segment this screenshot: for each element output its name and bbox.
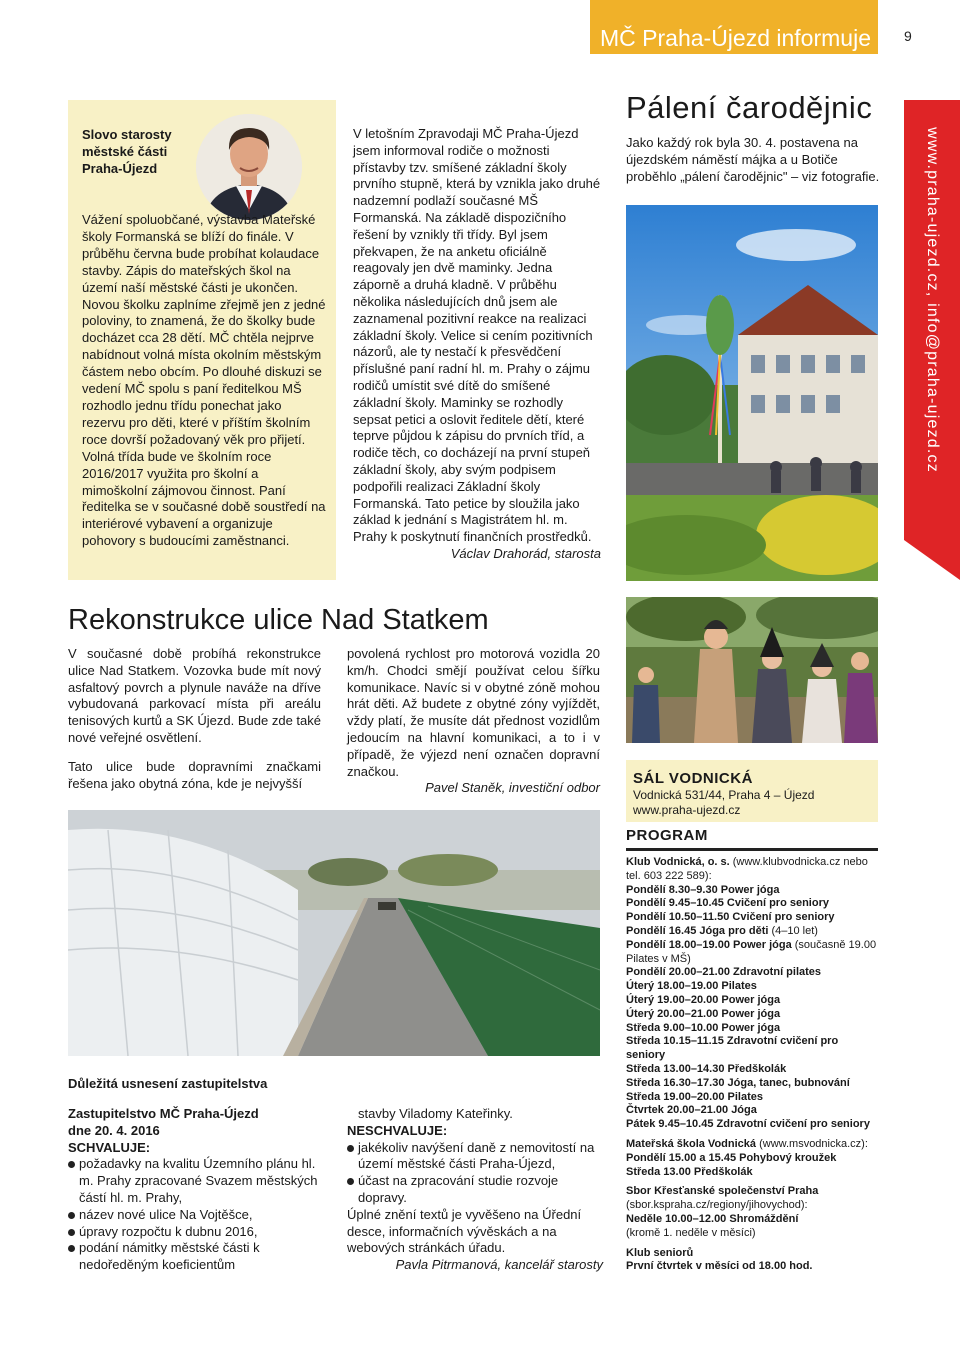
rejects-label: NESCHVALUJE: [347,1122,448,1138]
program-item: Pondělí 8.30–9.30 Power jóga [626,883,780,896]
burning-title: Pálení čarodějnic [626,90,873,125]
header-banner [590,0,878,54]
list-item: název nové ulice Na Vojtěšce, [68,1207,333,1224]
program-item: Středa 16.30–17.30 Jóga, tanec, bubnování [626,1076,850,1089]
program-klub [626,856,880,1132]
program-divider [626,848,878,851]
program-item: Úterý 18.00–19.00 Pilates [626,980,757,993]
costumed-children-photo [626,597,878,743]
sidebar-contact-text: www.praha-ujezd.cz, info@praha-ujezd.cz [924,127,941,473]
burning-text: Jako každý rok byla 30. 4. postavena na újezdském náměstí májka a u Botiče proběhlo „pálení čarodějnic" – viz fotografie. [626,135,880,184]
program-item: Pátek 9.45–10.45 Zdravotní cvičení pro seniory [626,1118,870,1131]
street-photo [68,810,600,1056]
ms-name: Mateřská škola Vodnická [626,1137,757,1150]
mayor-letter: Vážení spoluobčané, výstavba Mateřské školy Formanská se blíží do finále. V průběhu června bude probíhat kolaudace stavby. Zápis do mateřských škol na území naší městské části je ukončen. Novou školku zaplníme zřejmě jen z jedné poloviny, to znamená, že do školky bude docházet cca 28 dětí. MČ chtěla nejprve nabídnout volná místa okolním městským částem nebo obcím. Po dlouhé diskuzi se vedení MČ spolu s paní ředitelkou MŠ rozhodlo jednu třídu ponechat jako rezervu pro děti, které v příštím školním roce dovrší požadovaný věk pro přijetí. Volná třída bude ve školním roce 2016/2017 využita pro školní a mimoškolní zájmovou činnost. Paní ředitelka se v současné době soustředí na interiérové vybavení a organizuje pohovory s budoucími zaměstnanci. [82,212,326,549]
reconstruction-signature: Pavel Staněk, investiční odbor [425,780,600,796]
program-item: Středa 13.00 Předškolák [626,1165,753,1178]
program-item: Úterý 20.00–21.00 Power jóga [626,1007,781,1020]
program-church [626,1185,880,1240]
mayor-title: Slovo starosty městské části Praha-Újezd [82,127,172,176]
program-item: Pondělí 15.00 a 15.45 Pohybový kroužek [626,1151,837,1164]
program-item: Pondělí 16.45 Jóga pro děti (4–10 let) [626,924,818,937]
program-item: První čtvrtek v měsíci od 18.00 hod. [626,1260,813,1273]
program-item: Pondělí 9.45–10.45 Cvičení pro seniory [626,897,829,910]
page-number: 9 [904,28,912,44]
resolutions-note: Úplné znění textů je vyvěšeno na Úřední desce, informačních vývěskách a na webových stránkách úřadu. [347,1206,582,1256]
program-item: Pondělí 18.00–19.00 Power jóga (současně 19.00 Pilates v MŠ) [626,938,877,965]
church-web: (sbor.kspraha.cz/regiony/jihovychod): [626,1199,808,1212]
program-item-note: (kromě 1. neděle v měsíci) [626,1226,756,1239]
program-heading: PROGRAM [626,827,708,844]
program-seniors [626,1247,880,1275]
venue-address: Vodnická 531/44, Praha 4 – Újezd [633,788,815,802]
maypole-photo [626,205,878,581]
resolutions-title: Důležitá usnesení zastupitelstva [68,1076,268,1091]
list-item: podání námitky městské části k nedoředěným koeficientům [68,1240,333,1274]
header-title: MČ Praha-Újezd informuje [600,25,871,51]
rejects-list [347,1140,603,1207]
program-item: Čtvrtek 20.00–21.00 Jóga [626,1104,757,1117]
mayor-signature: Václav Drahorád, starosta [450,545,601,561]
program-item: Úterý 19.00–20.00 Power jóga [626,993,781,1006]
approves-continuation: stavby Viladomy Kateřinky. [358,1106,513,1121]
reconstruction-p3: povolená rychlost pro motorová vozidla 20 km/h. Chodci smějí používat celou šířku komunikace. Navíc si v obytné zóně mohou hrát děti. Až budete z obytné zóny vyjíždět, vždy platí, že musíte dát přednost vozidlům jedoucím na hlavní komunikaci, a to i v případě, že výjezd není označen dopravní značkou. [347,646,600,779]
mayor-letter-continued [353,126,601,563]
mayor-letter-text: V letošním Zpravodaji MČ Praha-Újezd jsem informoval rodiče o možnosti přístavby tzv. smíšené základní školy prvního stupně, která by vznikla jako druhé nadzemní podlaží současné MŠ Formanská. Na základě dispozičního řešení by vznikly tři třídy. Byl jsem překvapen, že na anketu oficiálně reagovaly jen dvě maminky. Jedna záporně a druhá kladně. V průběhu několika následujících dnů jsem ale zaznamenal pozitivní reakce na realizaci základní školy. Velice si cením pozitivních názorů, ale ty nestačí k přesvědčení příslušné paní radní hl. m. Prahy o zájmu rodičů umístit své dítě do smíšené základní školy. Maminky se rozhodly sepsat petici a oslovit ředitele dětí, které teprve půjdou k zápisu do prvních tříd, a rodiče těch, co docházejí na první stupeň základní školy, aby svým podpisem podpořili realizaci Základní školy Formanská. Tato petice by sloužila jako základ k jednání s Magistrátem hl. m. Prahy k poskytnutí finančních prostředků. [353,126,601,545]
council-date: dne 20. 4. 2016 [68,1122,160,1138]
sidebar-arrow [904,540,960,580]
reconstruction-column-1 [68,646,321,792]
council-name: Zastupitelstvo MČ Praha-Újezd [68,1106,259,1121]
program-item: Středa 19.00–20.00 Pilates [626,1090,763,1103]
resolutions-signature: Pavla Pitrmanová, kancelář starosty [395,1257,603,1273]
ms-contact: (www.msvodnicka.cz): [756,1137,868,1150]
resolutions-column-1 [68,1106,333,1274]
program-list [626,856,880,1280]
reconstruction-p1: V současné době probíhá rekonstrukce ulice Nad Statkem. Vozovka bude mít nový asfaltový povrch a plynule naváže na dříve vybudovaná parkovací místa při areálu tenisových kurtů a SK Újezd. Bude zde také nové veřejné osvětlení. [68,646,321,745]
program-item: Středa 13.00–14.30 Předškolák [626,1062,787,1075]
reconstruction-title: Rekonstrukce ulice Nad Statkem [68,604,489,636]
program-item: Pondělí 10.50–11.50 Cvičení pro seniory [626,911,835,924]
program-item: Středa 10.15–11.15 Zdravotní cvičení pro seniory [626,1035,839,1062]
reconstruction-column-2 [347,646,600,797]
list-item: požadavky na kvalitu Územního plánu hl. m. Prahy zpracované Svazem městských částí hl. m. Prahy, [68,1156,333,1206]
approves-list [68,1156,333,1274]
reconstruction-p2: Tato ulice bude dopravními značkami řešena jako obytná zóna, kde je nejvyšší [68,758,321,791]
list-item: úpravy rozpočtu k dubnu 2016, [68,1224,333,1241]
venue-web[interactable]: www.praha-ujezd.cz [633,803,741,817]
klub-name: Klub Vodnická, o. s. [626,856,730,868]
approves-label: SCHVALUJE: [68,1139,151,1155]
church-name: Sbor Křesťanské společenství Praha [626,1185,819,1198]
resolutions-column-2 [347,1106,603,1274]
list-item: účast na zpracování studie rozvoje dopravy. [347,1173,603,1207]
list-item: jakékoliv navýšení daně z nemovitostí na území městské části Praha-Újezd, [347,1140,603,1174]
seniors-name: Klub seniorů [626,1246,694,1259]
mayor-portrait [196,114,302,220]
program-item: Pondělí 20.00–21.00 Zdravotní pilates [626,966,822,979]
program-ms [626,1138,880,1179]
klub-contact: (www.klubvodnicka.cz nebo tel. 603 222 589): [626,856,868,882]
venue-name: SÁL VODNICKÁ [633,770,753,787]
program-item: Středa 9.00–10.00 Power jóga [626,1021,781,1034]
program-item: Neděle 10.00–12.00 Shromáždění [626,1212,799,1225]
venue-address-block [633,788,877,818]
